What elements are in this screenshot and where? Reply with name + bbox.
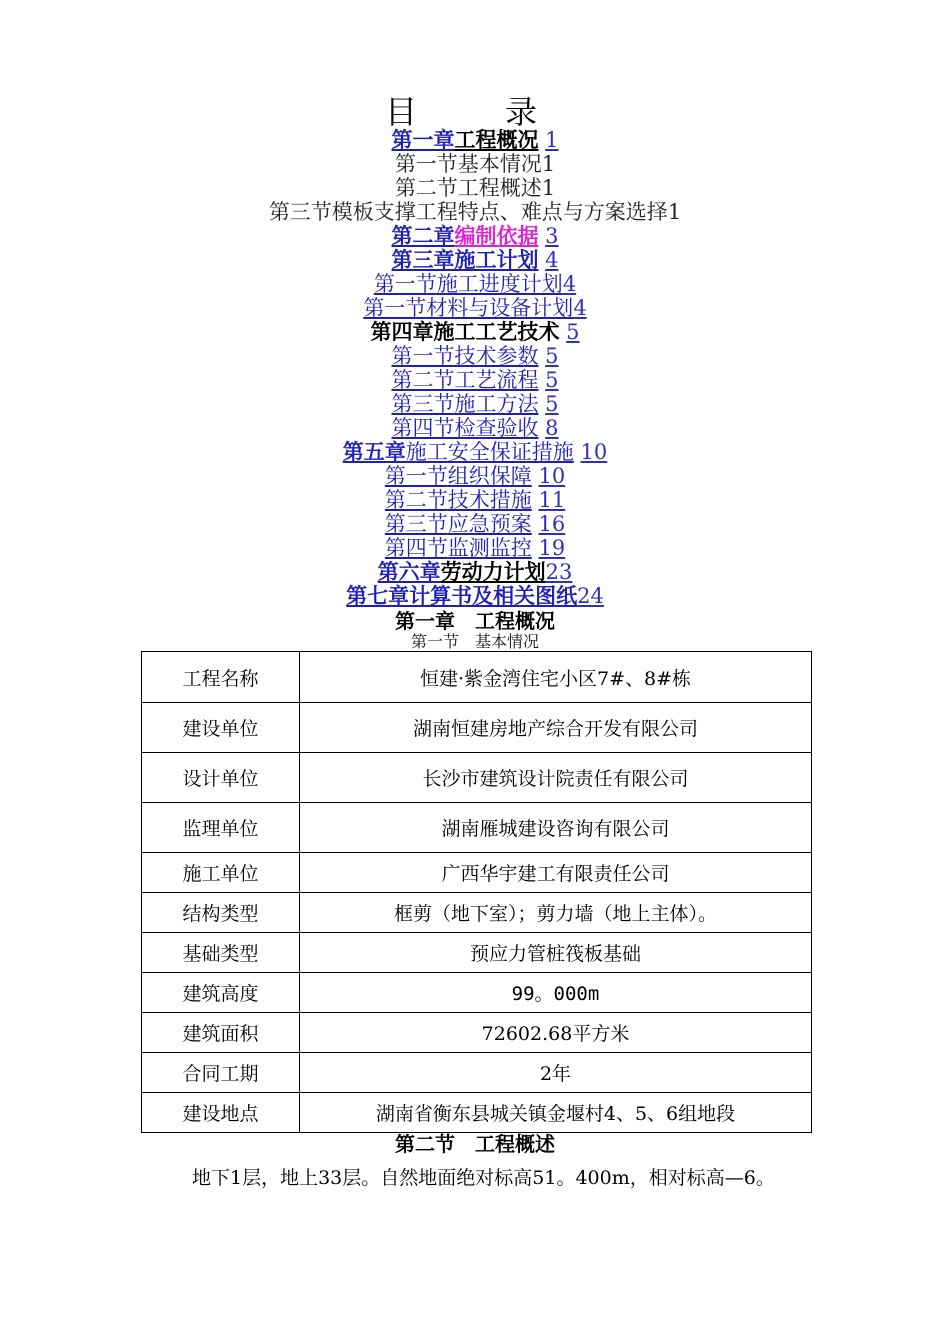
toc-entry-section bbox=[0, 200, 950, 224]
toc-page-number[interactable]: 16 bbox=[538, 512, 566, 536]
toc-page-number[interactable]: 10 bbox=[538, 464, 566, 488]
table-key: 基础类型 bbox=[142, 933, 300, 973]
table-value: 72602.68平方米 bbox=[300, 1013, 812, 1053]
table-value: 长沙市建筑设计院责任有限公司 bbox=[300, 753, 812, 803]
toc-page-number[interactable]: 4 bbox=[545, 248, 559, 272]
toc-label[interactable]: 劳动力计划 bbox=[440, 559, 546, 584]
table-key: 建设单位 bbox=[142, 703, 300, 753]
toc-entry-section bbox=[0, 152, 950, 176]
table-value: 广西华宇建工有限责任公司 bbox=[300, 853, 812, 893]
toc-label[interactable]: 技术措施 bbox=[447, 488, 532, 512]
toc-label[interactable]: 第一节 bbox=[384, 464, 448, 488]
toc-entry-chapter-4[interactable] bbox=[0, 320, 950, 344]
toc-entry-chapter-7[interactable] bbox=[0, 584, 950, 608]
toc-label[interactable]: 第四节 bbox=[391, 416, 455, 440]
toc-label[interactable]: 检查验收 bbox=[454, 416, 539, 440]
toc-page-number[interactable]: 4 bbox=[573, 296, 587, 320]
toc-label[interactable]: 第一节 bbox=[373, 272, 437, 296]
toc-page-number[interactable]: 5 bbox=[566, 320, 580, 344]
section-heading: 第一节 基本情况 bbox=[410, 632, 539, 651]
toc-label[interactable]: 应急预案 bbox=[447, 512, 532, 536]
toc-label: 第一节基本情况 bbox=[394, 152, 542, 176]
table-row bbox=[142, 933, 812, 973]
table-key: 建筑高度 bbox=[142, 973, 300, 1013]
table-row bbox=[142, 652, 812, 703]
toc-label[interactable]: 第三节 bbox=[384, 512, 448, 536]
table-of-contents bbox=[0, 128, 950, 608]
table-key: 设计单位 bbox=[142, 753, 300, 803]
toc-label[interactable]: 第二章 bbox=[391, 223, 455, 248]
toc-entry-chapter-5[interactable] bbox=[0, 440, 950, 464]
toc-entry-section[interactable] bbox=[0, 368, 950, 392]
table-key: 施工单位 bbox=[142, 853, 300, 893]
toc-entry-chapter-1[interactable] bbox=[0, 128, 950, 152]
toc-page-number[interactable]: 8 bbox=[545, 416, 559, 440]
toc-label[interactable]: 施工进度计划 bbox=[436, 272, 563, 296]
body-paragraph: 地下1层，地上33层。自然地面绝对标高51。400m，相对标高—6。 bbox=[192, 1167, 775, 1189]
table-value: 框剪（地下室）；剪力墙（地上主体）。 bbox=[300, 893, 812, 933]
toc-entry-section[interactable] bbox=[0, 344, 950, 368]
toc-label[interactable]: 材料与设备计划 bbox=[426, 296, 574, 320]
toc-page-number[interactable]: 3 bbox=[545, 224, 559, 248]
toc-label[interactable]: 第一节 bbox=[363, 296, 427, 320]
table-key: 结构类型 bbox=[142, 893, 300, 933]
toc-entry-section[interactable] bbox=[0, 272, 950, 296]
toc-label[interactable]: 第三节 bbox=[391, 392, 455, 416]
toc-label: 第二节工程概述 bbox=[394, 176, 542, 200]
table-row bbox=[142, 1013, 812, 1053]
table-row bbox=[142, 1053, 812, 1093]
chapter-heading: 第一章 工程概况 bbox=[395, 609, 555, 633]
toc-page-number[interactable]: 5 bbox=[545, 344, 559, 368]
toc-entry-section[interactable] bbox=[0, 464, 950, 488]
toc-label[interactable]: 第一节 bbox=[391, 344, 455, 368]
table-key: 建筑面积 bbox=[142, 1013, 300, 1053]
toc-label[interactable]: 第四章施工工艺技术 bbox=[370, 319, 560, 344]
toc-page-number[interactable]: 1 bbox=[545, 128, 559, 152]
toc-page-number: 1 bbox=[541, 152, 556, 176]
toc-label[interactable]: 技术参数 bbox=[454, 344, 539, 368]
table-value: 湖南省衡东县城关镇金堰村4、5、6组地段 bbox=[300, 1093, 812, 1133]
table-key: 合同工期 bbox=[142, 1053, 300, 1093]
toc-label[interactable]: 编制依据 bbox=[454, 223, 539, 248]
table-row bbox=[142, 703, 812, 753]
toc-page-number[interactable]: 23 bbox=[545, 560, 573, 584]
toc-label[interactable]: 工艺流程 bbox=[454, 368, 539, 392]
toc-page-number[interactable]: 19 bbox=[538, 536, 566, 560]
table-value: 预应力管桩筏板基础 bbox=[300, 933, 812, 973]
project-info-table bbox=[141, 651, 812, 1133]
toc-label[interactable]: 第四节 bbox=[384, 536, 448, 560]
toc-page-number[interactable]: 11 bbox=[538, 488, 566, 512]
toc-label[interactable]: 监测监控 bbox=[447, 536, 532, 560]
table-value: 99。000m bbox=[300, 973, 812, 1013]
table-value: 湖南雁城建设咨询有限公司 bbox=[300, 803, 812, 853]
table-row bbox=[142, 1093, 812, 1133]
table-key: 工程名称 bbox=[142, 652, 300, 703]
toc-entry-section[interactable] bbox=[0, 392, 950, 416]
toc-page-number[interactable]: 5 bbox=[545, 368, 559, 392]
toc-label: 第三节模板支撑工程特点、难点与方案选择 bbox=[268, 200, 668, 224]
toc-label[interactable]: 第六章 bbox=[377, 559, 441, 584]
table-value: 2年 bbox=[300, 1053, 812, 1093]
table-row bbox=[142, 803, 812, 853]
toc-page-number: 1 bbox=[541, 176, 556, 200]
toc-entry-section[interactable] bbox=[0, 296, 950, 320]
toc-label[interactable]: 第二节 bbox=[391, 368, 455, 392]
toc-entry-section[interactable] bbox=[0, 536, 950, 560]
toc-label[interactable]: 第一章 bbox=[391, 127, 455, 152]
table-value: 恒建·紫金湾住宅小区7#、8#栋 bbox=[300, 652, 812, 703]
toc-entry-section[interactable] bbox=[0, 416, 950, 440]
toc-entry-chapter-3[interactable] bbox=[0, 248, 950, 272]
toc-page-number[interactable]: 5 bbox=[545, 392, 559, 416]
toc-label[interactable]: 第五章 bbox=[342, 439, 406, 464]
toc-entry-section[interactable] bbox=[0, 512, 950, 536]
toc-label[interactable]: 工程概况 bbox=[454, 127, 539, 152]
toc-entry-chapter-2[interactable] bbox=[0, 224, 950, 248]
table-row bbox=[142, 973, 812, 1013]
toc-page-number[interactable]: 4 bbox=[562, 272, 577, 296]
toc-label[interactable]: 组织保障 bbox=[447, 464, 532, 488]
toc-label[interactable]: 施工方法 bbox=[454, 392, 539, 416]
toc-label[interactable]: 第二节 bbox=[384, 488, 448, 512]
toc-entry-chapter-6[interactable] bbox=[0, 560, 950, 584]
toc-page-number: 1 bbox=[667, 200, 682, 224]
toc-page-number[interactable]: 10 bbox=[580, 440, 608, 464]
table-row bbox=[142, 853, 812, 893]
toc-label[interactable]: 施工安全保证措施 bbox=[405, 440, 574, 464]
toc-title: 目 录 bbox=[384, 93, 565, 131]
toc-entry-section[interactable] bbox=[0, 488, 950, 512]
table-key: 建设地点 bbox=[142, 1093, 300, 1133]
section-heading: 第二节 工程概述 bbox=[395, 1132, 555, 1156]
table-row bbox=[142, 893, 812, 933]
toc-page-number[interactable]: 24 bbox=[577, 584, 604, 608]
table-value: 湖南恒建房地产综合开发有限公司 bbox=[300, 703, 812, 753]
toc-label[interactable]: 第七章计算书及相关图纸 bbox=[346, 583, 578, 608]
table-row bbox=[142, 753, 812, 803]
toc-entry-section bbox=[0, 176, 950, 200]
toc-label[interactable]: 第三章施工计划 bbox=[391, 247, 539, 272]
table-key: 监理单位 bbox=[142, 803, 300, 853]
